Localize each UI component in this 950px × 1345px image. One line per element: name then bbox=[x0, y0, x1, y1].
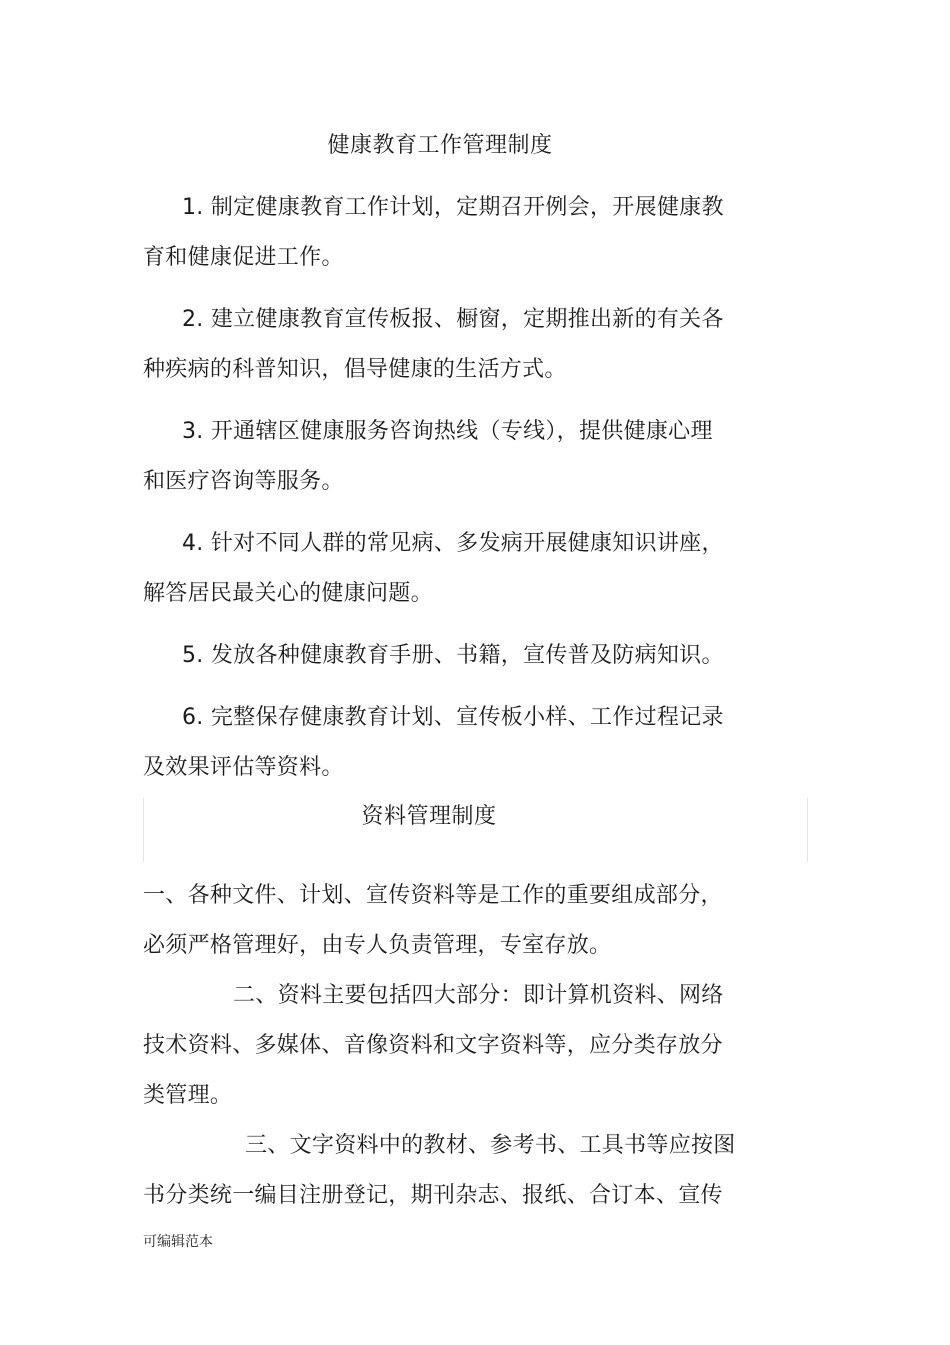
section1-item-4-line-1: 4. 针对不同人群的常见病、多发病开展健康知识讲座， bbox=[182, 531, 724, 556]
section1-item-6-line-1: 6. 完整保存健康教育计划、宣传板小样、工作过程记录 bbox=[182, 705, 724, 730]
section1-title: 健康教育工作管理制度 bbox=[327, 133, 553, 158]
section2-title: 资料管理制度 bbox=[361, 804, 497, 829]
section2-para-3-line-1: 三、文字资料中的教材、参考书、工具书等应按图 bbox=[245, 1133, 736, 1158]
section1-item-4-line-2: 解答居民最关心的健康问题。 bbox=[143, 581, 433, 606]
section2-para-3-line-2: 书分类统一编目注册登记，期刊杂志、报纸、合订本、宣传 bbox=[143, 1183, 723, 1208]
section1-item-1-line-1: 1. 制定健康教育工作计划，定期召开例会，开展健康教 bbox=[182, 195, 724, 220]
footer-text: 可编辑范本 bbox=[143, 1234, 213, 1250]
section1-item-3-line-2: 和医疗咨询等服务。 bbox=[143, 469, 344, 494]
section2-para-2-line-2: 技术资料、多媒体、音像资料和文字资料等，应分类存放分 bbox=[143, 1033, 723, 1058]
section1-item-2-line-2: 种疾病的科普知识，倡导健康的生活方式。 bbox=[143, 357, 567, 382]
section1-item-3-line-1: 3. 开通辖区健康服务咨询热线（专线），提供健康心理 bbox=[182, 419, 713, 444]
section1-item-2-line-1: 2. 建立健康教育宣传板报、橱窗，定期推出新的有关各 bbox=[182, 307, 724, 332]
section2-para-2-line-1: 二、资料主要包括四大部分：即计算机资料、网络 bbox=[233, 983, 724, 1008]
section2-para-1-line-1: 一、各种文件、计划、宣传资料等是工作的重要组成部分， bbox=[143, 883, 723, 908]
section2-title-box bbox=[143, 798, 808, 862]
section1-item-1-line-2: 育和健康促进工作。 bbox=[143, 245, 344, 270]
section1-item-6-line-2: 及效果评估等资料。 bbox=[143, 755, 344, 780]
section2-para-2-line-3: 类管理。 bbox=[143, 1083, 233, 1108]
section2-para-1-line-2: 必须严格管理好，由专人负责管理，专室存放。 bbox=[143, 933, 612, 958]
section1-item-5-line-1: 5. 发放各种健康教育手册、书籍，宣传普及防病知识。 bbox=[182, 643, 724, 668]
